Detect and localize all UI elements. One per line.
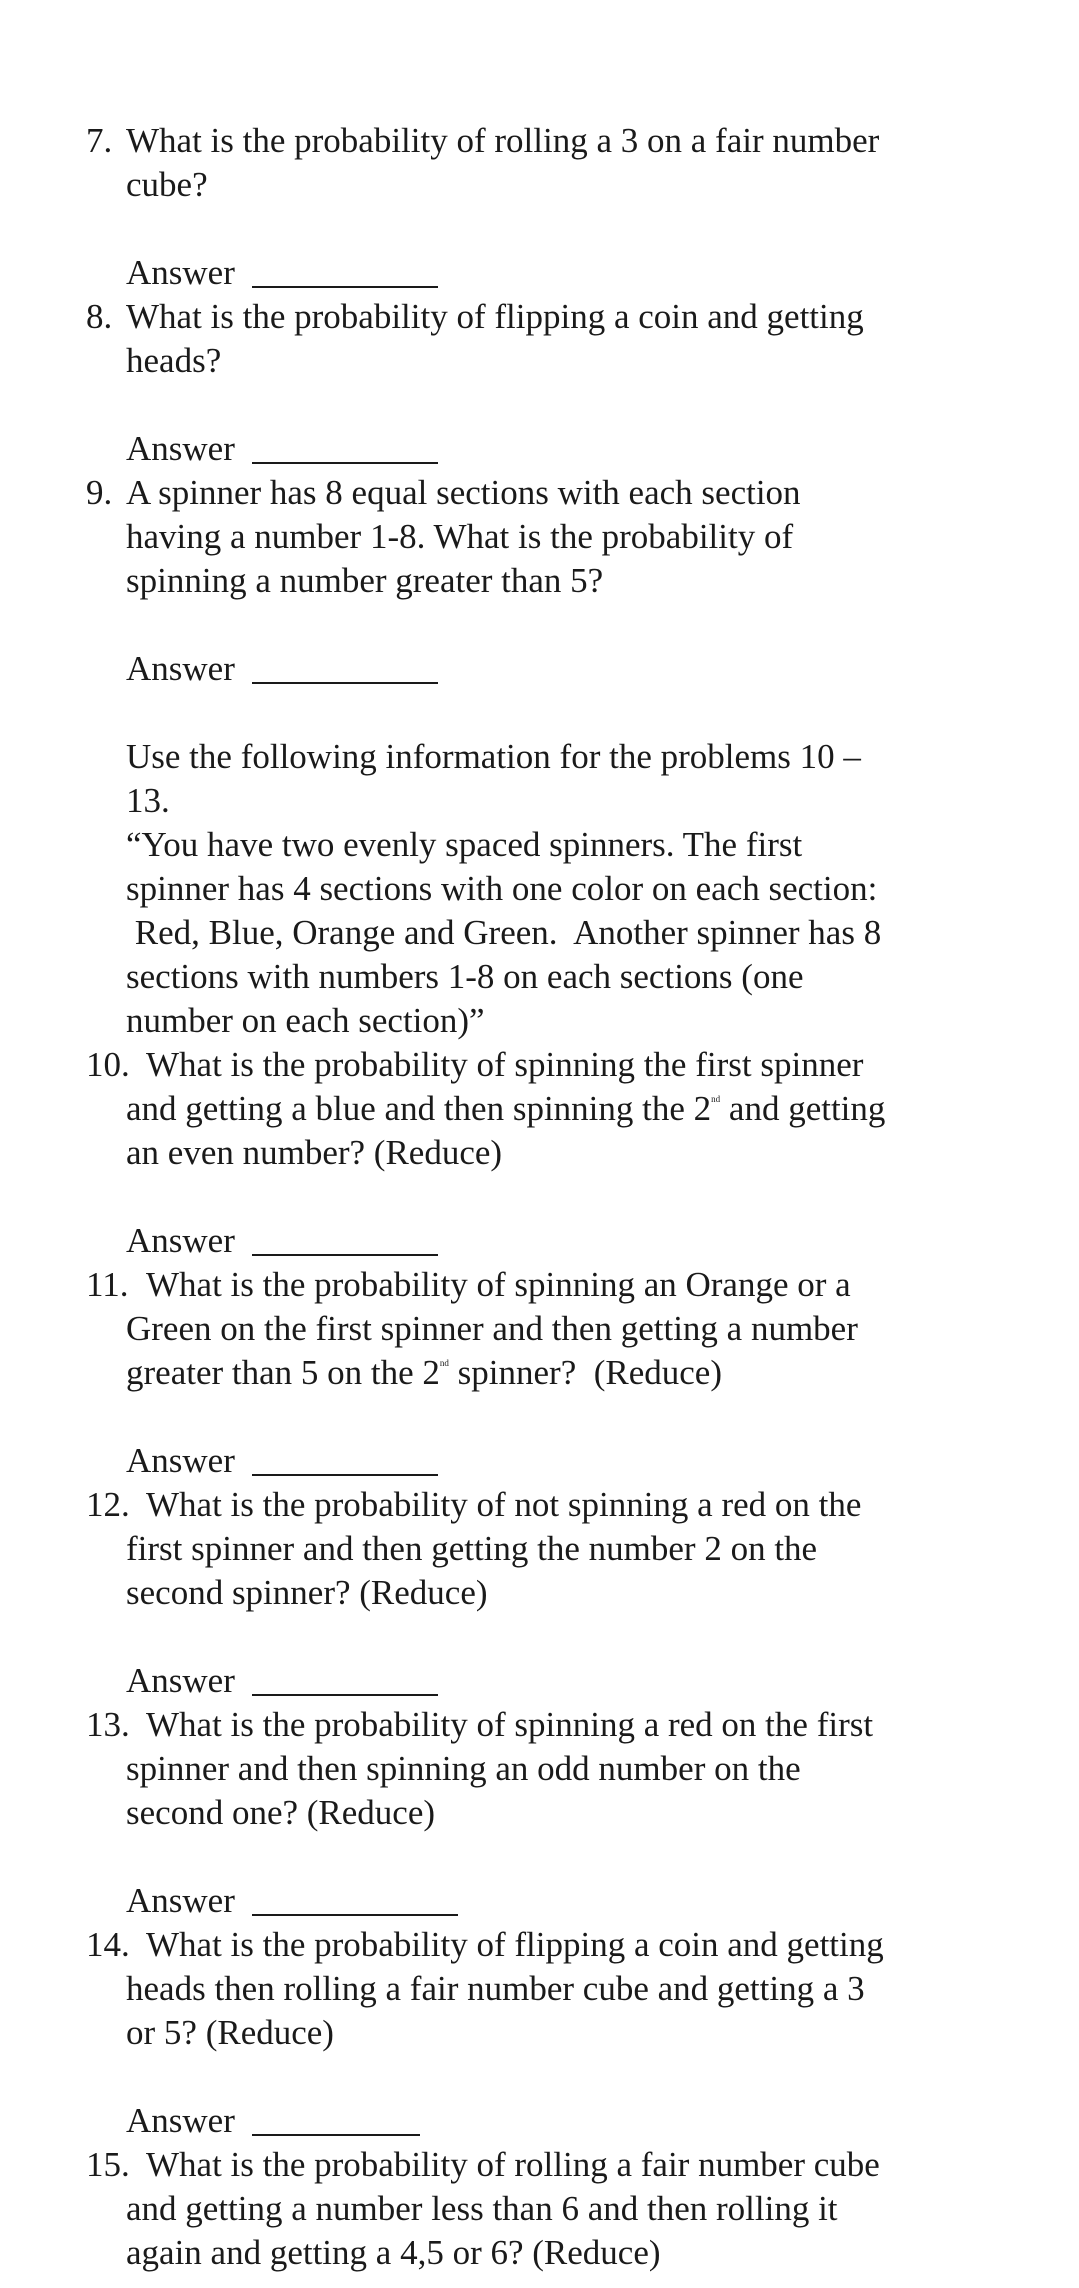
question-13-answer-label: Answer: [126, 1881, 235, 1920]
question-7-answer-label: Answer: [126, 253, 235, 292]
question-8-text-line-2: heads?: [126, 341, 222, 380]
question-7-text-line-1: What is the probability of rolling a 3 on a fair number: [126, 121, 880, 160]
question-9-text-line-3: spinning a number greater than 5?: [126, 561, 604, 600]
question-11-line-3-start: greater than 5 on the 2: [126, 1353, 440, 1392]
question-13-number: 13.: [86, 1705, 130, 1744]
question-12-text-line-2: first spinner and then getting the number 2 on the: [126, 1529, 818, 1568]
question-14-text-line-1: What is the probability of flipping a coin and getting: [146, 1925, 884, 1964]
question-11-answer-blank[interactable]: [252, 1474, 438, 1476]
question-11-number: 11.: [86, 1265, 129, 1304]
info-line-6: sections with numbers 1-8 on each sections (one: [126, 957, 804, 996]
question-7-answer-blank[interactable]: [252, 286, 438, 288]
question-7-number: 7.: [86, 121, 113, 160]
info-line-3: “You have two evenly spaced spinners. The first: [126, 825, 803, 864]
question-15-text-line-2: and getting a number less than 6 and then rolling it: [126, 2189, 838, 2228]
question-8-number: 8.: [86, 297, 113, 336]
question-9-answer-blank[interactable]: [252, 682, 438, 684]
question-12-number: 12.: [86, 1485, 130, 1524]
question-10-answer-label: Answer: [126, 1221, 235, 1260]
question-10-ordinal: nd: [711, 1094, 721, 1104]
question-11-text-line-2: Green on the first spinner and then getting a number: [126, 1309, 858, 1348]
question-9-text-line-2: having a number 1-8. What is the probability of: [126, 517, 794, 556]
question-10-line-2-start: and getting a blue and then spinning the 2: [126, 1089, 712, 1128]
question-10-answer-blank[interactable]: [252, 1254, 438, 1256]
question-10-text-line-3: an even number? (Reduce): [126, 1133, 503, 1172]
question-8-text-line-1: What is the probability of flipping a coin and getting: [126, 297, 864, 336]
question-12-text-line-1: What is the probability of not spinning a red on the: [146, 1485, 862, 1524]
question-11-ordinal: nd: [439, 1358, 449, 1368]
info-line-1: Use the following information for the problems 10 –: [126, 737, 861, 776]
question-10-text-line-1: What is the probability of spinning the first spinner: [146, 1045, 864, 1084]
question-13-text-line-3: second one? (Reduce): [126, 1793, 436, 1832]
question-12-text-line-3: second spinner? (Reduce): [126, 1573, 488, 1612]
info-line-7: number on each section)”: [126, 1001, 485, 1040]
question-13-text-line-1: What is the probability of spinning a red on the first: [146, 1705, 874, 1744]
question-15-text-line-1: What is the probability of rolling a fair number cube: [146, 2145, 880, 2184]
question-10-text-line-2: [126, 1087, 885, 1131]
question-8-answer-blank[interactable]: [252, 462, 438, 464]
info-line-2: 13.: [126, 781, 170, 820]
question-14-text-line-2: heads then rolling a fair number cube and getting a 3: [126, 1969, 865, 2008]
question-14-answer-blank[interactable]: [252, 2134, 420, 2136]
question-11-text-line-1: What is the probability of spinning an Orange or a: [146, 1265, 851, 1304]
question-14-number: 14.: [86, 1925, 130, 1964]
question-10-line-2-end: and getting: [720, 1089, 886, 1128]
question-14-answer-label: Answer: [126, 2101, 235, 2140]
question-14-text-line-3: or 5? (Reduce): [126, 2013, 334, 2052]
question-12-answer-blank[interactable]: [252, 1694, 438, 1696]
question-10-number: 10.: [86, 1045, 130, 1084]
question-15-number: 15.: [86, 2145, 130, 2184]
question-12-answer-label: Answer: [126, 1661, 235, 1700]
question-9-text-line-1: A spinner has 8 equal sections with each section: [126, 473, 801, 512]
question-13-answer-blank[interactable]: [252, 1914, 458, 1916]
question-13-text-line-2: spinner and then spinning an odd number on the: [126, 1749, 801, 1788]
question-7-text-line-2: cube?: [126, 165, 208, 204]
question-11-line-3-end: spinner? (Reduce): [448, 1353, 722, 1392]
question-15-text-line-3: again and getting a 4,5 or 6? (Reduce): [126, 2233, 661, 2272]
question-9-number: 9.: [86, 473, 113, 512]
question-9-answer-label: Answer: [126, 649, 235, 688]
question-11-text-line-3: [126, 1351, 722, 1395]
question-8-answer-label: Answer: [126, 429, 235, 468]
question-11-answer-label: Answer: [126, 1441, 235, 1480]
info-line-5: Red, Blue, Orange and Green. Another spinner has 8: [126, 913, 882, 952]
info-line-4: spinner has 4 sections with one color on each section:: [126, 869, 878, 908]
